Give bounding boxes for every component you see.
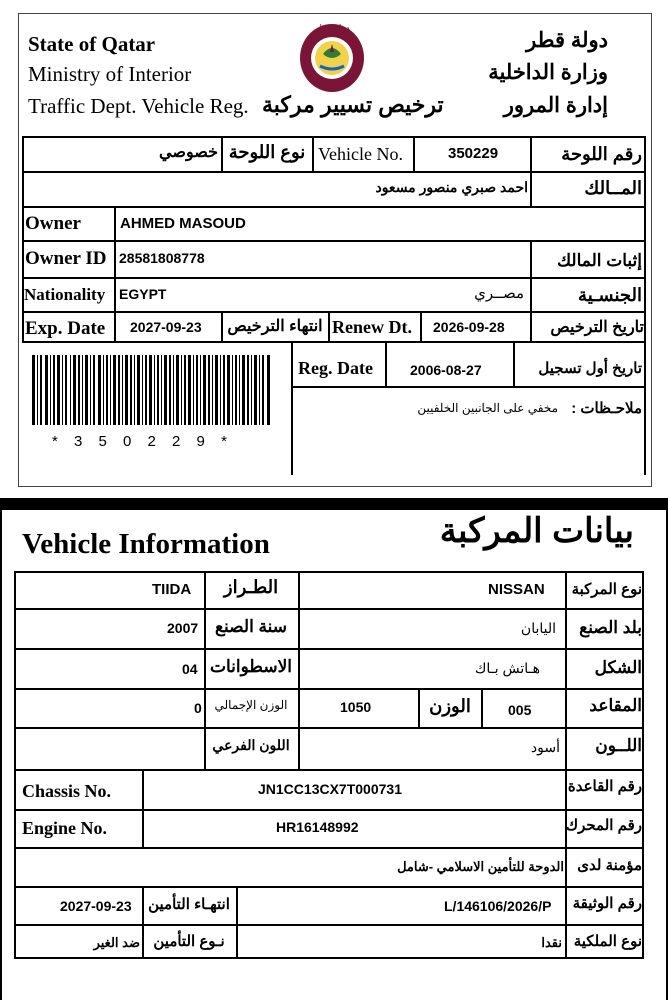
chassis-label: Chassis No. (22, 781, 112, 801)
vehicle-title-ar: بيانات المركبة (439, 512, 634, 550)
notes-label-ar: ملاحـظات : (571, 400, 642, 417)
gross-weight-label: الوزن الإجمالي (214, 698, 288, 712)
cylinders-label: الاسطوانات (209, 657, 293, 676)
weight-value: 1050 (340, 699, 372, 715)
nationality-ar: مصــري (474, 285, 524, 302)
engine-label-ar: رقم المحرك (565, 817, 642, 834)
year-value: 2007 (167, 620, 199, 636)
chassis-value: JN1CC13CX7T000731 (258, 781, 402, 797)
ownership-value: نقدا (541, 935, 562, 950)
seats-label: المقاعد (589, 696, 642, 715)
reg-date-label-ar: تاريخ أول تسجيل (538, 360, 642, 377)
dept-ar: إدارة المرور (503, 94, 608, 117)
barcode-text: * 3 5 0 2 2 9 * (52, 433, 233, 450)
ins-type-label: نـوع التأمين (153, 933, 225, 950)
policy-value: L/146106/2026/P (444, 898, 552, 914)
reg-date-label: Reg. Date (298, 358, 373, 378)
sub-color-label: اللون الفرعي (212, 737, 290, 753)
emblem-icon (296, 18, 368, 94)
color-value: أسود (530, 739, 560, 755)
owner-id-label: Owner ID (25, 248, 107, 269)
insured-by-value: الدوحة للتأمين الاسلامي -شامل (397, 859, 564, 874)
ownership-label: نوع الملكية (573, 933, 642, 950)
plate-type-label: نوع اللوحة (228, 142, 306, 162)
seats-value: 005 (508, 702, 532, 718)
year-label: سنة الصنع (214, 617, 288, 636)
shape-value: هـاتش بـاك (474, 660, 540, 676)
insured-by-label: مؤمنة لدى (577, 857, 642, 874)
owner-name-ar: احمد صبري منصور مسعود (375, 179, 528, 195)
make-value: NISSAN (488, 581, 545, 598)
country-label: بلد الصنع (579, 618, 642, 637)
state-ar: دولة قطر (526, 29, 608, 52)
renew-label: Renew Dt. (332, 317, 412, 337)
doc-title-ar: ترخيص تسيير مركبة (262, 92, 444, 117)
exp-date-value: 2027-09-23 (130, 319, 202, 335)
owner-label-ar: المــالك (584, 178, 642, 198)
owner-name: AHMED MASOUD (120, 215, 246, 232)
notes-value-ar: مخفي على الجانبين الخلفيين (417, 401, 558, 415)
vehicle-no-value: 350229 (448, 145, 499, 162)
weight-label: الوزن (429, 696, 471, 716)
engine-label: Engine No. (22, 818, 108, 838)
model-value: TIIDA (152, 581, 192, 598)
ins-type-value: ضد الغير (93, 935, 140, 950)
exp-date-label-ar: انتهاء الترخيص (227, 318, 323, 335)
gross-weight-value: 0 (194, 700, 202, 716)
exp-date-label: Exp. Date (25, 318, 106, 339)
owner-label: Owner (25, 213, 81, 234)
renew-date-value: 2026-09-28 (433, 319, 505, 335)
dept-en: Traffic Dept. Vehicle Reg. (28, 94, 249, 118)
plate-no-label: رقم اللوحة (561, 144, 642, 164)
barcode (32, 355, 272, 425)
ins-exp-label: انتهـاء التأمين (148, 896, 230, 913)
renew-label-ar: تاريخ الترخيص (550, 319, 644, 336)
engine-value: HR16148992 (276, 819, 359, 835)
ministry-ar: وزارة الداخلية (488, 61, 608, 84)
state-en: State of Qatar (28, 32, 156, 56)
owner-id-label-ar: إثبات المالك (557, 251, 642, 270)
nationality-value: EGYPT (119, 286, 167, 302)
svg-text:دولة قطر: دولة قطر (314, 24, 350, 34)
nationality-label-ar: الجنسـية (578, 285, 642, 305)
color-label: اللــون (595, 736, 642, 755)
owner-id-value: 28581808778 (119, 250, 205, 266)
reg-date-value: 2006-08-27 (410, 362, 482, 378)
make-label: نوع المركبة (571, 581, 642, 598)
nationality-label: Nationality (24, 285, 106, 304)
policy-label: رقم الوثيقة (572, 895, 642, 912)
ministry-en: Ministry of Interior (28, 62, 192, 86)
chassis-label-ar: رقم القاعدة (567, 778, 642, 795)
vehicle-no-label: Vehicle No. (318, 144, 403, 164)
shape-label: الشكل (594, 658, 642, 677)
model-label: الطـراز (223, 577, 279, 597)
plate-type-value: خصوصي (159, 144, 218, 161)
cylinders-value: 04 (182, 661, 198, 677)
vehicle-title-en: Vehicle Information (22, 528, 270, 560)
country-value: اليابان (520, 620, 556, 636)
ins-exp-value: 2027-09-23 (60, 898, 132, 914)
